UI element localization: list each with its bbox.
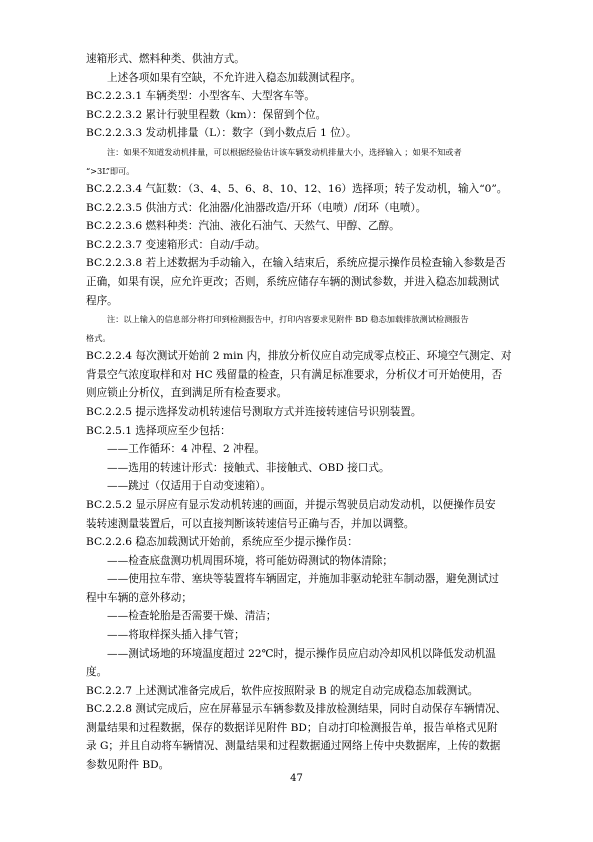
text-line: 上述各项如果有空缺，不允许进入稳态加载测试程序。 xyxy=(107,71,362,84)
list-item: ——检查轮胎是否需要干燥、清洁； xyxy=(107,610,277,623)
text-line: BC.2.2.7 上述测试准备完成后，软件应按照附录 B 的规定自动完成稳态加载测试。 xyxy=(86,684,479,697)
text-line: BC.2.2.3.4 气缸数：（3、4、5、6、8、10、12、16）选择项；转子发动机，输入“0”。 xyxy=(86,183,508,196)
text-line: BC.2.2.3.8 若上述数据为手动输入，在输入结束后，系统应提示操作员检查输入参数是否 xyxy=(86,257,506,270)
text-line: BC.2.2.3.3 发动机排量（L）：数字（到小数点后 1 位）。 xyxy=(86,127,357,140)
text-line: BC.2.5.1 选择项应至少包括： xyxy=(86,424,231,437)
page-number: 47 xyxy=(290,773,303,784)
list-item: ——工作循环：4 冲程、2 冲程。 xyxy=(107,443,265,456)
text-line: 则应锁止分析仪，直到满足所有检查要求。 xyxy=(86,387,288,400)
text-line: 程序。 xyxy=(86,294,118,307)
text-line: BC.2.2.3.2 累计行驶里程数（km）：保留到个位。 xyxy=(86,108,327,121)
note-line: 注：以上输入的信息部分将打印到检测报告中，打印内容要求见附件 BD 稳态加载排放测试检测报告 xyxy=(107,314,469,325)
list-item: ——将取样探头插入排气管； xyxy=(107,628,245,641)
text-line: BC.2.2.3.6 燃料种类：汽油、液化石油气、天然气、甲醇、乙醇。 xyxy=(86,220,400,233)
text-line: BC.2.2.8 测试完成后，应在屏幕显示车辆参数及排放检测结果，同时自动保存车辆情况、 xyxy=(86,703,507,716)
list-item: ——选用的转速计形式：接触式、非接触式、OBD 接口式。 xyxy=(107,461,390,474)
text-line: 背景空气浓度取样和对 HC 残留量的检查，只有满足标准要求，分析仪才可开始使用，否 xyxy=(86,368,503,381)
text-line: 参数见附件 BD。 xyxy=(86,759,170,771)
text-line: BC.2.2.3.1 车辆类型：小型客车、大型客车等。 xyxy=(86,90,316,103)
text-line: 度。 xyxy=(86,666,108,679)
text-line: BC.2.2.5 提示选择发动机转速信号测取方式并连接转速信号识别装置。 xyxy=(86,406,422,418)
text-line: BC.2.2.3.5 供油方式：化油器/化油器改造/开环（电喷）/闭环（电喷）。 xyxy=(86,201,427,214)
text-line: 程中车辆的意外移动； xyxy=(86,591,192,604)
text-line: 测量结果和过程数据，保存的数据详见附件 BD；自动打印检测报告单，报告单格式见附 xyxy=(86,721,498,734)
note-line: 格式。 xyxy=(86,332,111,343)
text-line: BC.2.5.2 显示屏应有显示发动机转速的画面，并提示驾驶员启动发动机，以便操作员安 xyxy=(86,498,496,511)
text-line: BC.2.2.6 稳态加载测试开始前，系统应至少提示操作员： xyxy=(86,536,358,549)
text-line: 装转速测量装置后，可以直接判断该转速信号正确与否，并加以调整。 xyxy=(86,517,415,530)
text-line: 录 G；并且自动将车辆情况、测量结果和过程数据通过网络上传中央数据库，上传的数据 xyxy=(86,740,501,753)
text-line: 正确，如果有误，应允许更改；否则，系统应储存车辆的测试参数，并进入稳态加载测试 xyxy=(86,275,500,288)
text-line: BC.2.2.4 每次测试开始前 2 min 内，排放分析仪应自动完成零点校正、环境空气测定、对 xyxy=(86,350,512,363)
note-line: “>3L”即可。 xyxy=(86,165,135,176)
list-item: ——检查底盘测功机周围环境，将可能妨碍测试的物体清除； xyxy=(107,554,394,567)
text-line: BC.2.2.3.7 变速箱形式：自动/手动。 xyxy=(86,238,266,251)
list-item: ——跳过（仅适用于自动变速箱）。 xyxy=(107,480,272,493)
list-item: ——测试场地的环境温度超过 22℃时，提示操作员应启动冷却风机以降低发动机温 xyxy=(107,647,496,660)
list-item: ——使用拉车带、塞块等装置将车辆固定，并施加非驱动轮驻车制动器，避免测试过 xyxy=(107,573,499,586)
text-line: 速箱形式、燃料种类、供油方式。 xyxy=(86,53,245,65)
note-line: 注：如果不知道发动机排量，可以根据经验估计该车辆发动机排量大小，选择输入 ；如果不知或者 xyxy=(107,146,462,157)
